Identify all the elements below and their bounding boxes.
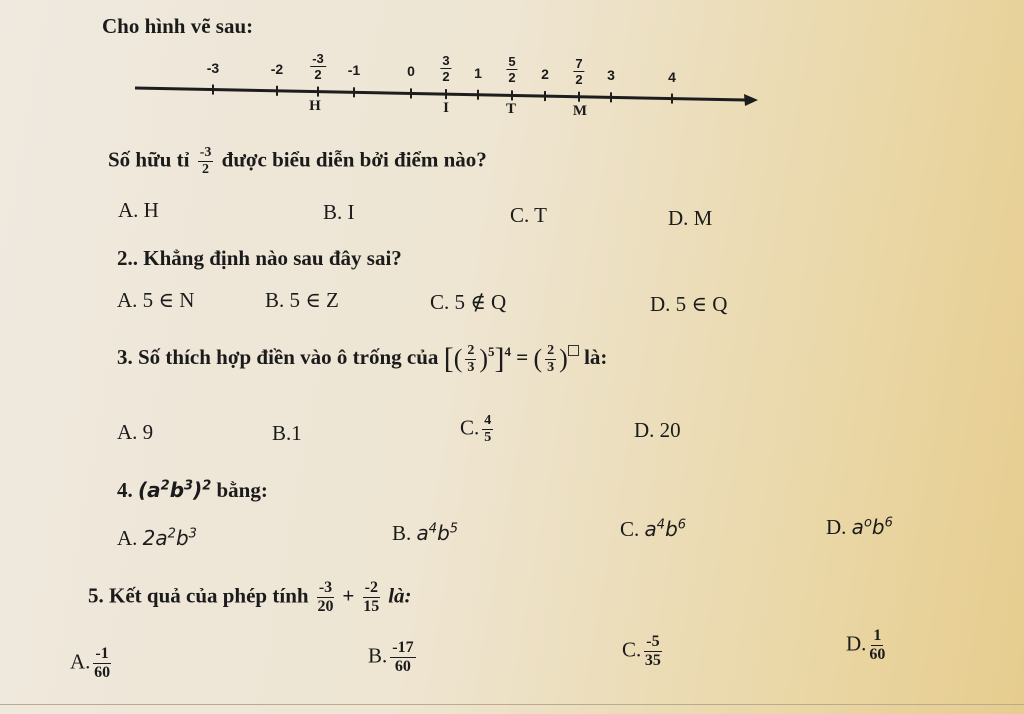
number-line-tick-label: 0 [407,63,415,80]
q1-question [108,146,487,177]
q1-frac-den: 2 [202,162,210,177]
q5-option-b-label: B. [368,643,388,668]
q3-suffix: là: [584,344,608,369]
q5-frac2 [363,580,380,615]
q5-frac1-num: -3 [318,579,333,596]
q5-option-d[interactable] [846,628,888,663]
q5-suffix: là: [388,583,412,608]
q5-frac2-num: -2 [364,579,378,596]
q3-expression: [( $\frac{2}{3}$ )$^5$]$^4$ = ( $\frac{2}{3}$ ) [444,345,584,369]
q4-option-b-label: B. [392,521,412,545]
number-line-tick-label: 1 [474,64,482,81]
q5-operator: + [342,583,355,608]
q1-suffix: được biểu diễn bởi điểm nào? [221,147,487,172]
q5-frac1-den: 20 [317,598,334,615]
q5-prefix: 5. Kết quả của phép tính [88,583,309,608]
q3-option-a[interactable]: A. 9 [117,420,154,444]
number-line-point-t: T [505,101,517,118]
q5-option-c-num: -5 [646,633,660,650]
q4-option-b[interactable]: B. $a^4b^5$ [392,521,459,545]
q5-option-d-den: 60 [869,646,886,663]
q2-option-d[interactable]: D. 5 ∈ Q [650,292,728,316]
number-line-tick-label: 2 [541,66,549,83]
q4-option-d[interactable]: D. $a^ob^6$ [826,515,893,539]
q5-option-c-den: 35 [644,652,661,669]
q3-question [117,342,607,376]
number-line-point-i: I [443,100,449,117]
q1-frac-num: -3 [199,145,212,160]
q3-option-c-num: 4 [484,413,492,428]
q3-option-c[interactable] [460,414,496,445]
number-line [0,0,1024,130]
q3-option-b[interactable]: B.1 [272,421,302,445]
q1-option-b[interactable]: B. I [323,200,355,224]
q5-frac1 [317,580,334,615]
q5-option-d-num: 1 [873,627,882,644]
q5-option-a[interactable] [70,646,114,681]
number-line-tick-label: -1 [347,62,361,79]
q4-option-c[interactable]: C. $a^4b^6$ [620,517,687,541]
q1-prefix: Số hữu tỉ [108,147,190,172]
section-header: Cho hình vẽ sau: [102,14,254,38]
q4-expression: $(a^2b^3)^2$ [138,478,212,502]
q5-option-a-num: -1 [95,645,109,662]
number-line-point-m: M [572,102,588,119]
q1-fraction [198,146,214,177]
q5-option-b[interactable] [368,640,419,675]
q3-option-d[interactable]: D. 20 [634,418,681,442]
q4-option-c-label: C. [620,517,640,541]
q2-question: 2.. Khẳng định nào sau đây sai? [117,246,402,270]
q5-option-b-num: -17 [392,639,414,656]
q5-question [88,580,412,615]
number-line-tick-label: $\frac{7}{2}$ [575,55,583,87]
q5-option-b-den: 60 [394,658,411,675]
q4-suffix: bằng: [216,478,268,502]
q2-option-a[interactable]: A. 5 ∈ N [117,288,195,312]
q3-option-c-label: C. [460,415,480,440]
q4-option-a-label: A. [117,526,138,550]
q5-option-c-label: C. [622,637,642,662]
q4-option-d-label: D. [826,515,847,539]
number-line-point-h: H [309,97,321,114]
q3-prefix: 3. Số thích hợp điền vào ô trống của [117,344,439,369]
q5-option-a-label: A. [70,649,91,674]
q5-frac2-den: 15 [363,598,380,615]
q2-option-c[interactable]: C. 5 ∉ Q [430,290,507,314]
number-line-tick-label: -2 [270,60,284,77]
q4-question [117,478,268,503]
q1-option-d[interactable]: D. M [668,206,713,230]
q1-option-c[interactable]: C. T [510,203,547,227]
q5-option-a-den: 60 [94,664,111,681]
number-line-tick-label: $\frac{5}{2}$ [508,54,516,86]
page-divider [0,704,1024,705]
number-line-tick-label: $\frac{3}{2}$ [442,53,450,85]
number-line-tick-label: $\frac{-3}{2}$ [312,50,324,82]
q1-option-a[interactable]: A. H [118,198,159,222]
q2-option-b[interactable]: B. 5 ∈ Z [265,288,339,312]
q4-prefix: 4. [117,478,133,502]
number-line-tick-label: 3 [607,67,615,84]
q5-option-c[interactable] [622,634,665,669]
blank-box [568,345,579,356]
q5-option-d-label: D. [846,631,867,656]
number-line-tick-label: 4 [668,68,676,85]
q4-option-a[interactable]: A. $2a^2b^3$ [117,526,197,550]
q3-option-c-den: 5 [484,430,492,445]
number-line-tick-label: -3 [206,59,220,76]
